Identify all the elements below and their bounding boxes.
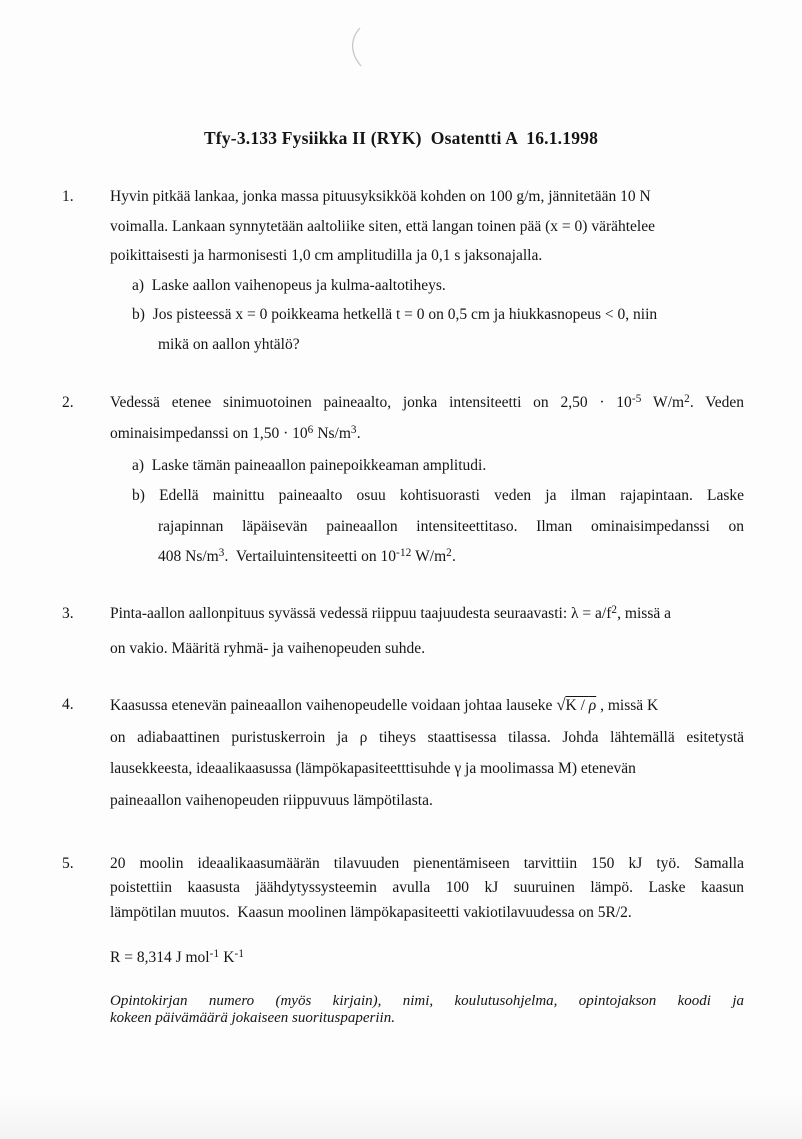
- question-line: Kaasussa etenevän paineaallon vaihenopeudelle voidaan johtaa lauseke $√K / \overline{\rho}$ , missä K: [110, 695, 659, 714]
- question-line: poistettiin kaasusta jäähdytyssysteemin avulla 100 kJ suuruinen lämpö. Laske kaasun: [110, 879, 744, 897]
- question-line: paineaallon vaihenopeuden riippuvuus lämpötilasta.: [110, 792, 433, 810]
- question-line: Hyvin pitkää lankaa, jonka massa pituusyksikköä kohden on 100 g/m, jännitetään 10 N: [110, 188, 651, 205]
- question-body: [110, 852, 744, 925]
- question-line: lämpötilan muutos. Kaasun moolinen lämpökapasiteetti vakiotilavuudessa on 5R/2.: [110, 903, 632, 921]
- constant-text: [110, 948, 744, 969]
- question-number: 2.: [62, 394, 74, 411]
- exam-title: Tfy-3.133 Fysiikka II (RYK) Osatentti A 16.1.1998: [203, 128, 599, 148]
- footer-note: [0, 993, 802, 1027]
- question-line: on adiabaattinen puristuskerroin ja ρ tiheys staattisessa tilassa. Johda lähtemällä esitetystä: [110, 728, 744, 746]
- question-item: [0, 852, 802, 925]
- footer-line: Opintokirjan numero (myös kirjain), nimi, koulutusohjelma, opintojakson koodi ja: [110, 993, 744, 1009]
- question-line: a) Laske aallon vaihenopeus ja kulma-aaltotiheys.: [132, 276, 446, 294]
- question-line: 408 $Ns/m^3$. Vertailuintensiteetti on $10^{-12}$ $W/m^2$.: [158, 547, 456, 566]
- question-number: 5.: [62, 855, 74, 872]
- question-line: a) Laske tämän paineaallon painepoikkeaman amplitudi.: [132, 456, 487, 474]
- question-number: 3.: [62, 605, 74, 622]
- question-line: b) Jos pisteessä x = 0 poikkeama hetkellä t = 0 on 0,5 cm ja hiukkasnopeus < 0, niin: [132, 306, 658, 323]
- question-body: [110, 689, 744, 817]
- question-line: Vedessä etenee sinimuotoinen paineaalto, jonka intensiteetti on $2,50 \cdot 10^{-5}$ $W/m^2$. Veden: [110, 392, 744, 411]
- question-number: 1.: [62, 188, 74, 205]
- question-item: [0, 182, 802, 359]
- question-item: [0, 597, 802, 665]
- question-line: mikä on aallon yhtälö?: [158, 335, 300, 353]
- constant-line: [0, 948, 802, 969]
- footer-text: [110, 993, 744, 1027]
- footer-line: kokeen päivämäärä jokaiseen suorituspaperiin.: [110, 1009, 395, 1026]
- question-line: 20 moolin ideaalikaasumäärän tilavuuden pienentämiseen tarvittiin 150 kJ työ. Samalla: [110, 855, 744, 872]
- question-line: poikittaisesti ja harmonisesti 1,0 cm amplitudilla ja 0,1 s jaksonajalla.: [110, 247, 543, 264]
- question-body: [110, 597, 744, 665]
- question-item: [0, 388, 802, 573]
- question-item: [0, 689, 802, 817]
- scan-artifact-mark: [348, 26, 364, 68]
- question-number: 4.: [62, 696, 74, 713]
- question-line: voimalla. Lankaan synnytetään aaltoliike siten, että langan toinen pää (x = 0) värähtelee: [110, 217, 655, 235]
- question-body: [110, 388, 744, 573]
- constant-value-line: R = 8,314 J mol$^{-1}$ $K^{-1}$: [110, 947, 245, 966]
- question-line: rajapinnan läpäisevän paineaallon intensiteettitaso. Ilman ominaisimpedanssi on: [158, 517, 744, 535]
- question-line: b) Edellä mainittu paineaalto osuu kohtisuorasti veden ja ilman rajapintaan. Laske: [132, 487, 744, 505]
- question-line: on vakio. Määritä ryhmä- ja vaihenopeuden suhde.: [110, 640, 426, 657]
- question-line: Pinta-aallon aallonpituus syvässä vedessä riippuu taajuudesta seuraavasti: $\lambda = a/f^2$, missä a: [110, 603, 671, 622]
- question-body: [110, 182, 744, 359]
- question-line: lausekkeesta, ideaalikaasussa (lämpökapasiteetttisuhde γ ja moolimassa M) etenevän: [110, 760, 636, 778]
- question-line: ominaisimpedanssi on $1,50 \cdot 10^6$ $Ns/m^3$.: [110, 424, 361, 443]
